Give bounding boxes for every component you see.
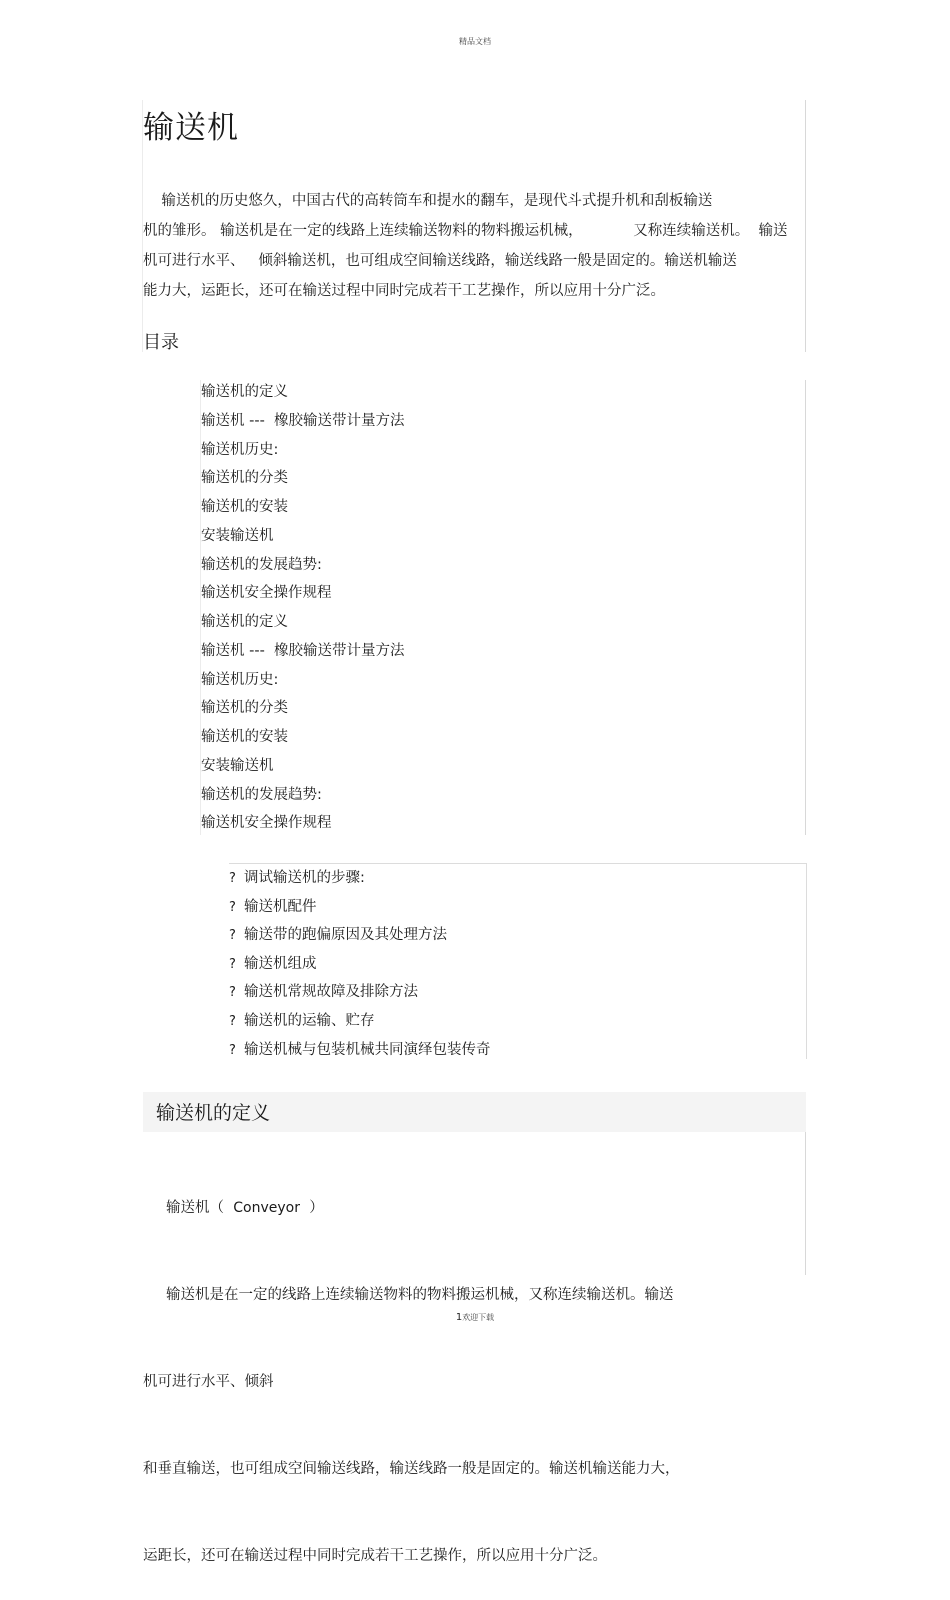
intro-line: 能力大，运距长，还可在输送过程中同时完成若干工艺操作，所以应用十分广泛。	[143, 283, 665, 299]
subtopic-label: 输送带的跑偏原因及其处理方法	[244, 927, 447, 944]
toc-item[interactable]: 安装输送机	[201, 757, 274, 774]
section-body	[143, 1136, 680, 1600]
subtopic-item[interactable]	[229, 1007, 491, 1036]
subtopic-item[interactable]	[229, 1036, 491, 1065]
toc-item[interactable]: 安装输送机	[201, 527, 274, 544]
toc-list	[201, 378, 405, 838]
toc-item[interactable]: 输送机的安装	[201, 499, 288, 515]
section-line: 输送机是在一定的线路上连续输送物料的物料搬运机械，又称连续输送机。输送	[143, 1287, 674, 1303]
toc-item[interactable]: 输送机的定义	[201, 614, 288, 630]
margin-rule	[805, 380, 806, 835]
toc-item[interactable]: 输送机安全操作规程	[201, 815, 332, 832]
subtopic-item[interactable]	[229, 893, 491, 922]
intro-line: 机的雏形。 输送机是在一定的线路上连续输送物料的物料搬运机械， 又称连续输送机。 输送	[143, 223, 788, 239]
section-line: 和垂直输送，也可组成空间输送线路，输送线路一般是固定的。输送机输送能力大，	[143, 1461, 680, 1477]
subtopic-label: 输送机配件	[244, 898, 317, 915]
bullet-icon: ?	[229, 899, 236, 915]
toc-item[interactable]: 输送机历史:	[201, 671, 279, 688]
bullet-icon: ?	[229, 1042, 236, 1058]
intro-line: 机可进行水平、 倾斜输送机，也可组成空间输送线路，输送线路一般是固定的。输送机输送	[143, 253, 737, 269]
bullet-icon: ?	[229, 985, 236, 1001]
toc-item[interactable]: 输送机的安装	[201, 729, 288, 745]
subtopic-label: 输送机组成	[244, 955, 317, 972]
conveyor-term: Conveyor	[233, 1200, 300, 1216]
toc-item[interactable]: 输送机的发展趋势:	[201, 556, 322, 573]
margin-rule	[805, 100, 806, 352]
bullet-icon: ?	[229, 1013, 236, 1029]
toc-item[interactable]: 输送机安全操作规程	[201, 585, 332, 602]
toc-item[interactable]: 输送机历史:	[201, 441, 279, 458]
toc-item[interactable]: 输送机的分类	[201, 700, 288, 717]
subtopic-label: 输送机械与包装机械共同演绎包装传奇	[244, 1041, 491, 1058]
toc-item[interactable]: 输送机 --- 橡胶输送带计量方法	[201, 642, 405, 659]
toc-heading: 目录	[143, 332, 179, 353]
toc-item[interactable]: 输送机的定义	[201, 384, 288, 400]
bullet-icon: ?	[229, 956, 236, 972]
subtopic-item[interactable]	[229, 921, 491, 950]
toc-item[interactable]: 输送机 --- 橡胶输送带计量方法	[201, 412, 405, 429]
section-heading-bar	[143, 1092, 806, 1132]
subtopic-label: 调试输送机的步骤:	[244, 870, 365, 886]
bullet-icon: ?	[229, 928, 236, 944]
page-footer	[0, 1312, 950, 1323]
section-line-prefix: 输送机（	[143, 1200, 234, 1216]
page-header: 精品文档	[459, 37, 491, 46]
section-line	[143, 1194, 680, 1223]
toc-item[interactable]: 输送机的发展趋势:	[201, 786, 322, 803]
section-line: 运距长，还可在输送过程中同时完成若干工艺操作，所以应用十分广泛。	[143, 1548, 607, 1564]
subtopic-item[interactable]	[229, 864, 491, 893]
section-line-suffix: ）	[299, 1200, 324, 1216]
section-line: 机可进行水平、倾斜	[143, 1374, 274, 1390]
subtopic-list	[229, 864, 491, 1064]
subtopic-item[interactable]	[229, 950, 491, 979]
footer-text: 欢迎下载	[462, 1313, 495, 1322]
subtopic-label: 输送机的运输、贮存	[244, 1012, 375, 1029]
subtopic-label: 输送机常规故障及排除方法	[244, 984, 418, 1001]
subtopic-item[interactable]	[229, 978, 491, 1007]
toc-item[interactable]: 输送机的分类	[201, 470, 288, 487]
bullet-icon: ?	[229, 871, 236, 886]
section-heading: 输送机的定义	[156, 1102, 271, 1124]
intro-line: 输送机的历史悠久，中国古代的高转筒车和提水的翻车，是现代斗式提升机和刮板输送	[143, 193, 713, 209]
document-title: 输送机	[143, 110, 239, 146]
page-number: 1	[455, 1312, 463, 1323]
